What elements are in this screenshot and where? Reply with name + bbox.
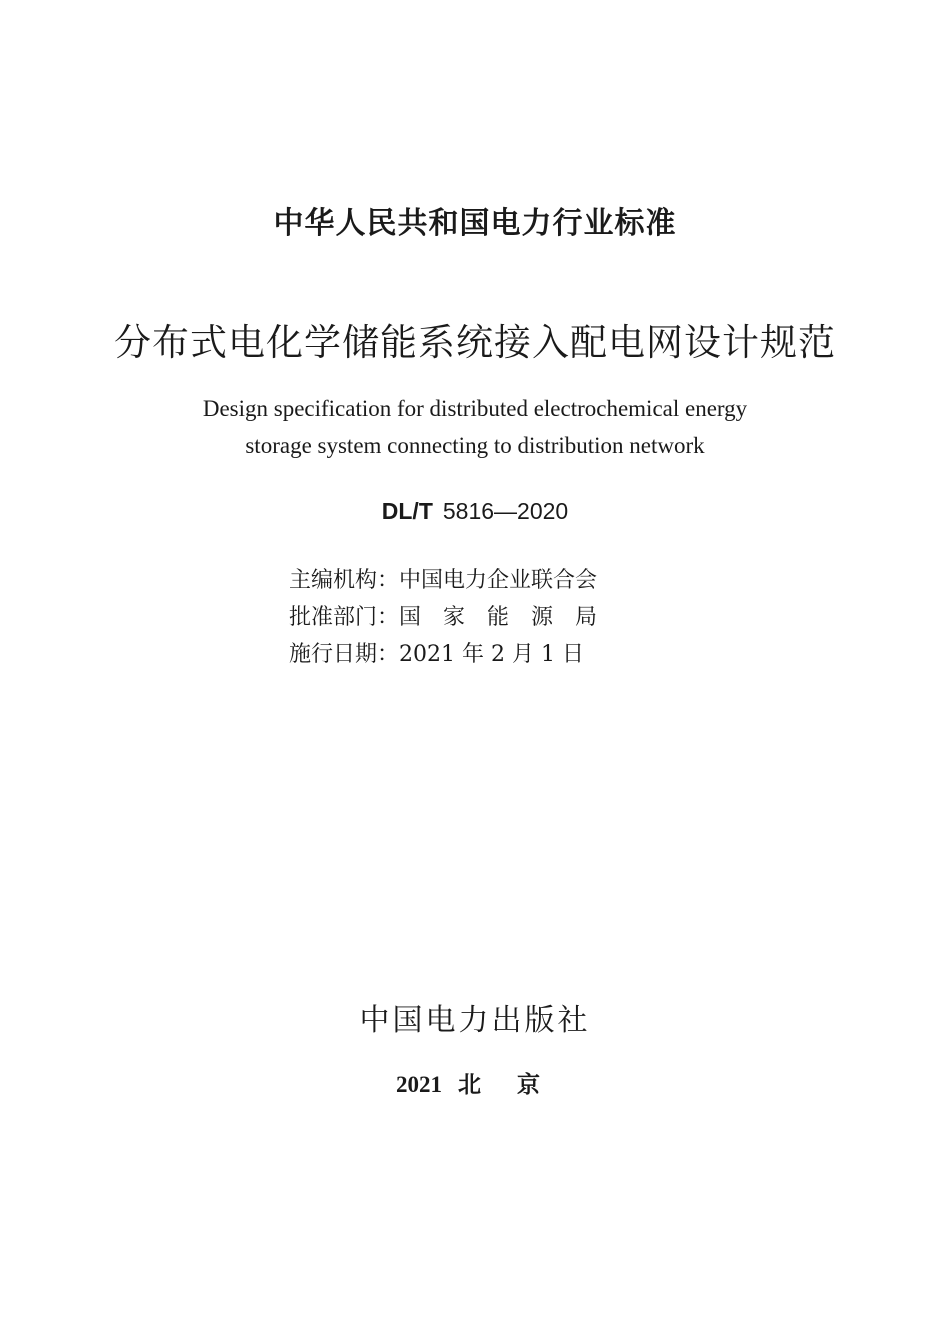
meta-value: 国 家 能 源 局 [399, 605, 598, 630]
meta-row-effective-date [289, 636, 597, 673]
publication-city: 北 京 [457, 1071, 554, 1098]
publication-year: 2021 [395, 1072, 442, 1097]
title-english-line-1: Design specification for distributed electrochemical energy [202, 396, 748, 421]
standard-prefix: DL/T [381, 498, 433, 524]
publication-place [0, 1066, 950, 1099]
standard-code [0, 498, 950, 525]
publisher-name: 中国电力出版社 [359, 1003, 591, 1038]
standard-number: 5816—2020 [442, 498, 569, 524]
title-english-line-2: storage system connecting to distribution network [245, 433, 705, 458]
title-english [0, 390, 950, 464]
meta-label: 主编机构： [289, 568, 400, 593]
meta-row-approver [289, 599, 597, 636]
title-chinese: 分布式电化学储能系统接入配电网设计规范 [114, 321, 836, 364]
meta-value: 2021 年 2 月 1 日 [399, 642, 584, 667]
meta-value: 中国电力企业联合会 [399, 568, 598, 593]
meta-label: 批准部门： [289, 605, 400, 630]
meta-row-editor [289, 562, 597, 599]
metadata-block [289, 562, 597, 673]
standard-category: 中华人民共和国电力行业标准 [273, 206, 677, 241]
meta-label: 施行日期： [289, 642, 400, 667]
